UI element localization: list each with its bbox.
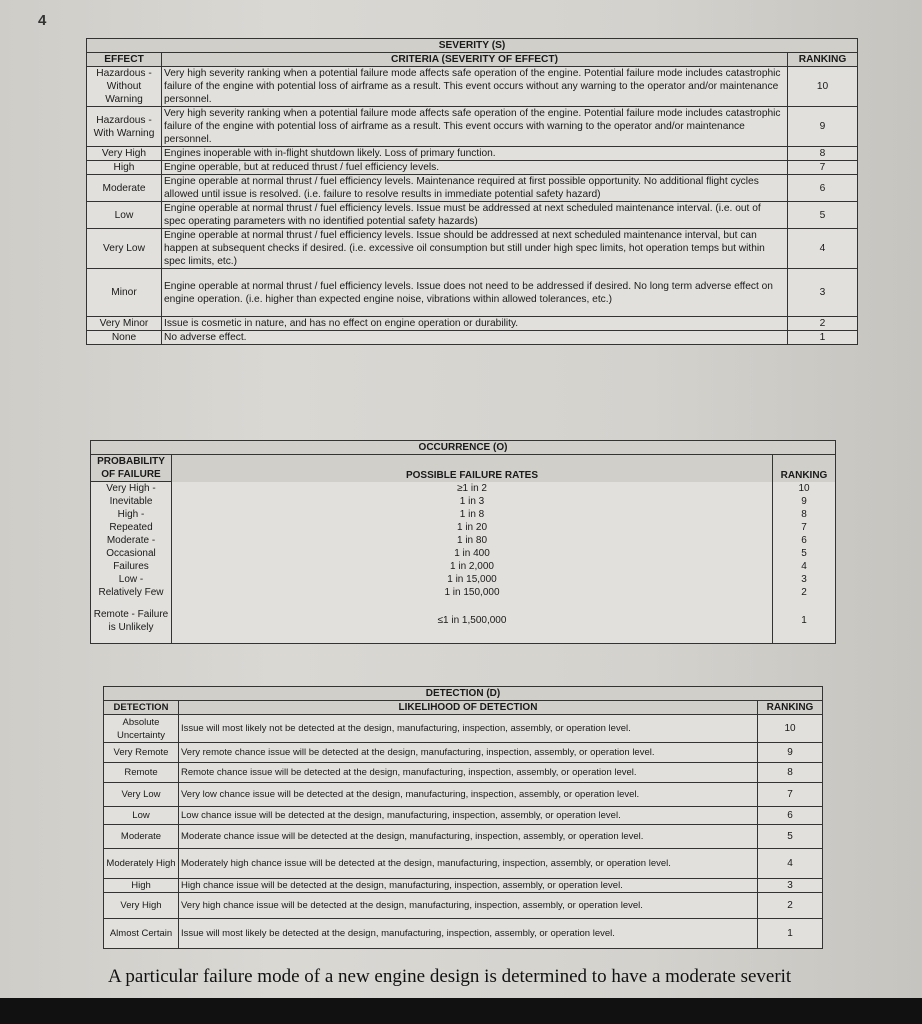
prob-cell: Moderate -	[91, 534, 172, 547]
effect-cell: Very Minor	[87, 317, 162, 331]
rank-cell: 7	[758, 783, 823, 807]
rank-cell: 3	[788, 269, 858, 317]
prob-cell: Remote - Failure is Unlikely	[91, 599, 172, 643]
effect-cell: Hazardous - With Warning	[87, 107, 162, 147]
table-row	[91, 547, 836, 560]
effect-cell: Very Low	[87, 229, 162, 269]
table-row	[91, 599, 836, 643]
criteria-cell: Very high severity ranking when a potential failure mode affects safe operation of the engine. Potential failure mode includes catastrophic failure of the engine with potential loss of airframe as a result. This event occurs with warning to the operator and/or maintenance personnel.	[162, 107, 788, 147]
rank-cell: 10	[773, 482, 836, 496]
effect-cell: Very High	[87, 147, 162, 161]
table-row	[91, 586, 836, 599]
rank-cell: 1	[773, 599, 836, 643]
criteria-cell: Very high severity ranking when a potential failure mode affects safe operation of the engine. Potential failure mode includes catastrophic failure of the engine with potential loss of airframe as a result. This event occurs without any warning to the operator and/or maintenance personnel.	[162, 67, 788, 107]
detection-col-ranking: RANKING	[758, 701, 823, 715]
rate-cell: 1 in 3	[172, 495, 773, 508]
rank-cell: 7	[773, 521, 836, 534]
prob-cell: High -	[91, 508, 172, 521]
rank-cell: 2	[788, 317, 858, 331]
rate-cell: ≥1 in 2	[172, 482, 773, 496]
rate-cell: 1 in 400	[172, 547, 773, 560]
rank-cell: 5	[773, 547, 836, 560]
rank-cell: 5	[758, 825, 823, 849]
question-text: A particular failure mode of a new engine design is determined to have a moderate severit	[108, 966, 792, 987]
detection-table	[103, 686, 823, 949]
table-row	[87, 67, 858, 107]
detection-text-cell: Moderately high chance issue will be detected at the design, manufacturing, inspection, assembly, or operation level.	[179, 849, 758, 879]
rate-cell: 1 in 20	[172, 521, 773, 534]
table-row	[91, 521, 836, 534]
table-row	[104, 783, 823, 807]
rank-cell: 6	[758, 807, 823, 825]
table-row	[87, 107, 858, 147]
prob-cell: Failures	[91, 560, 172, 573]
criteria-cell: No adverse effect.	[162, 331, 788, 345]
criteria-cell: Engine operable at normal thrust / fuel efficiency levels. Maintenance required at first possible opportunity. No additional flight cycles allowed until issue is resolved. (i.e. failure to resolve results in immediate potential safety hazard)	[162, 175, 788, 202]
criteria-cell: Engine operable, but at reduced thrust / fuel efficiency levels.	[162, 161, 788, 175]
table-row	[87, 147, 858, 161]
rank-cell: 6	[773, 534, 836, 547]
rank-cell: 5	[788, 202, 858, 229]
occurrence-table	[90, 440, 836, 644]
severity-col-effect: EFFECT	[87, 53, 162, 67]
detection-title: DETECTION (D)	[104, 687, 823, 701]
detection-name-cell: Moderately High	[104, 849, 179, 879]
table-row	[91, 482, 836, 496]
table-row	[104, 893, 823, 919]
rank-cell: 3	[773, 573, 836, 586]
detection-text-cell: High chance issue will be detected at the design, manufacturing, inspection, assembly, or operation level.	[179, 879, 758, 893]
table-row	[87, 175, 858, 202]
detection-text-cell: Remote chance issue will be detected at the design, manufacturing, inspection, assembly, or operation level.	[179, 763, 758, 783]
table-row	[91, 573, 836, 586]
criteria-cell: Engines inoperable with in-flight shutdown likely. Loss of primary function.	[162, 147, 788, 161]
detection-col-likelihood: LIKELIHOOD OF DETECTION	[179, 701, 758, 715]
rank-cell: 1	[758, 919, 823, 949]
table-row	[87, 269, 858, 317]
detection-name-cell: Moderate	[104, 825, 179, 849]
effect-cell: Minor	[87, 269, 162, 317]
severity-title: SEVERITY (S)	[87, 39, 858, 53]
rate-cell: 1 in 80	[172, 534, 773, 547]
detection-name-cell: Almost Certain	[104, 919, 179, 949]
table-row	[104, 825, 823, 849]
rate-cell: 1 in 8	[172, 508, 773, 521]
rank-cell: 3	[758, 879, 823, 893]
rank-cell: 10	[788, 67, 858, 107]
effect-cell: High	[87, 161, 162, 175]
detection-text-cell: Very low chance issue will be detected at the design, manufacturing, inspection, assembly, or operation level.	[179, 783, 758, 807]
detection-name-cell: Absolute Uncertainty	[104, 715, 179, 743]
effect-cell: None	[87, 331, 162, 345]
rank-cell: 8	[773, 508, 836, 521]
detection-text-cell: Issue will most likely not be detected at the design, manufacturing, inspection, assembly, or operation level.	[179, 715, 758, 743]
table-row	[104, 849, 823, 879]
detection-name-cell: Very Remote	[104, 743, 179, 763]
criteria-cell: Engine operable at normal thrust / fuel efficiency levels. Issue must be addressed at next scheduled maintenance interval. (i.e. out of spec operating parameters with no identified potential safety hazards)	[162, 202, 788, 229]
prob-cell: Low -	[91, 573, 172, 586]
table-row	[87, 202, 858, 229]
rank-cell: 10	[758, 715, 823, 743]
table-row	[91, 560, 836, 573]
rank-cell: 4	[788, 229, 858, 269]
prob-cell: Inevitable	[91, 495, 172, 508]
criteria-cell: Engine operable at normal thrust / fuel efficiency levels. Issue should be addressed at next scheduled maintenance interval, but can happen at subsequent checks if desired. (i.e. excessive oil consumption but still under high spec limits, hot operation temps but within spec limits, etc.)	[162, 229, 788, 269]
rank-cell: 4	[758, 849, 823, 879]
prob-cell: Very High -	[91, 482, 172, 496]
detection-name-cell: Low	[104, 807, 179, 825]
table-row	[104, 763, 823, 783]
detection-name-cell: Remote	[104, 763, 179, 783]
table-row	[87, 331, 858, 345]
rate-cell: 1 in 150,000	[172, 586, 773, 599]
detection-name-cell: High	[104, 879, 179, 893]
rank-cell: 2	[773, 586, 836, 599]
rate-cell: 1 in 15,000	[172, 573, 773, 586]
occurrence-col-prob: PROBABILITY OF FAILURE	[91, 455, 172, 482]
prob-cell: Relatively Few	[91, 586, 172, 599]
rank-cell: 7	[788, 161, 858, 175]
rank-cell: 9	[758, 743, 823, 763]
rank-cell: 2	[758, 893, 823, 919]
detection-text-cell: Low chance issue will be detected at the design, manufacturing, inspection, assembly, or operation level.	[179, 807, 758, 825]
rank-cell: 9	[773, 495, 836, 508]
rate-cell: ≤1 in 1,500,000	[172, 599, 773, 643]
table-row	[104, 919, 823, 949]
rank-cell: 8	[788, 147, 858, 161]
detection-text-cell: Very remote chance issue will be detected at the design, manufacturing, inspection, assembly, or operation level.	[179, 743, 758, 763]
severity-col-criteria: CRITERIA (SEVERITY OF EFFECT)	[162, 53, 788, 67]
rank-cell: 4	[773, 560, 836, 573]
detection-text-cell: Issue will most likely be detected at the design, manufacturing, inspection, assembly, or operation level.	[179, 919, 758, 949]
table-row	[104, 715, 823, 743]
effect-cell: Low	[87, 202, 162, 229]
rank-cell: 9	[788, 107, 858, 147]
table-row	[104, 807, 823, 825]
detection-name-cell: Very Low	[104, 783, 179, 807]
table-row	[87, 317, 858, 331]
screen-bezel	[0, 998, 922, 1024]
table-row	[87, 229, 858, 269]
detection-col-detection: DETECTION	[104, 701, 179, 715]
table-row	[91, 495, 836, 508]
detection-text-cell: Moderate chance issue will be detected at the design, manufacturing, inspection, assembly, or operation level.	[179, 825, 758, 849]
rank-cell: 1	[788, 331, 858, 345]
prob-cell: Occasional	[91, 547, 172, 560]
table-row	[104, 879, 823, 893]
prob-cell: Repeated	[91, 521, 172, 534]
table-row	[87, 161, 858, 175]
rate-cell: 1 in 2,000	[172, 560, 773, 573]
criteria-cell: Engine operable at normal thrust / fuel efficiency levels. Issue does not need to be addressed if desired. No long term adverse effect on engine operation. (i.e. higher than expected engine noise, vibrations within allowed tolerances, etc.)	[162, 269, 788, 317]
effect-cell: Hazardous - Without Warning	[87, 67, 162, 107]
table-row	[91, 508, 836, 521]
severity-col-ranking: RANKING	[788, 53, 858, 67]
occurrence-title: OCCURRENCE (O)	[91, 441, 836, 455]
page-number: 4	[38, 12, 47, 29]
severity-table	[86, 38, 858, 345]
detection-text-cell: Very high chance issue will be detected at the design, manufacturing, inspection, assembly, or operation level.	[179, 893, 758, 919]
occurrence-col-ranking: RANKING	[773, 455, 836, 482]
detection-name-cell: Very High	[104, 893, 179, 919]
rank-cell: 8	[758, 763, 823, 783]
effect-cell: Moderate	[87, 175, 162, 202]
table-row	[104, 743, 823, 763]
criteria-cell: Issue is cosmetic in nature, and has no effect on engine operation or durability.	[162, 317, 788, 331]
table-row	[91, 534, 836, 547]
occurrence-col-rates: POSSIBLE FAILURE RATES	[172, 455, 773, 482]
rank-cell: 6	[788, 175, 858, 202]
